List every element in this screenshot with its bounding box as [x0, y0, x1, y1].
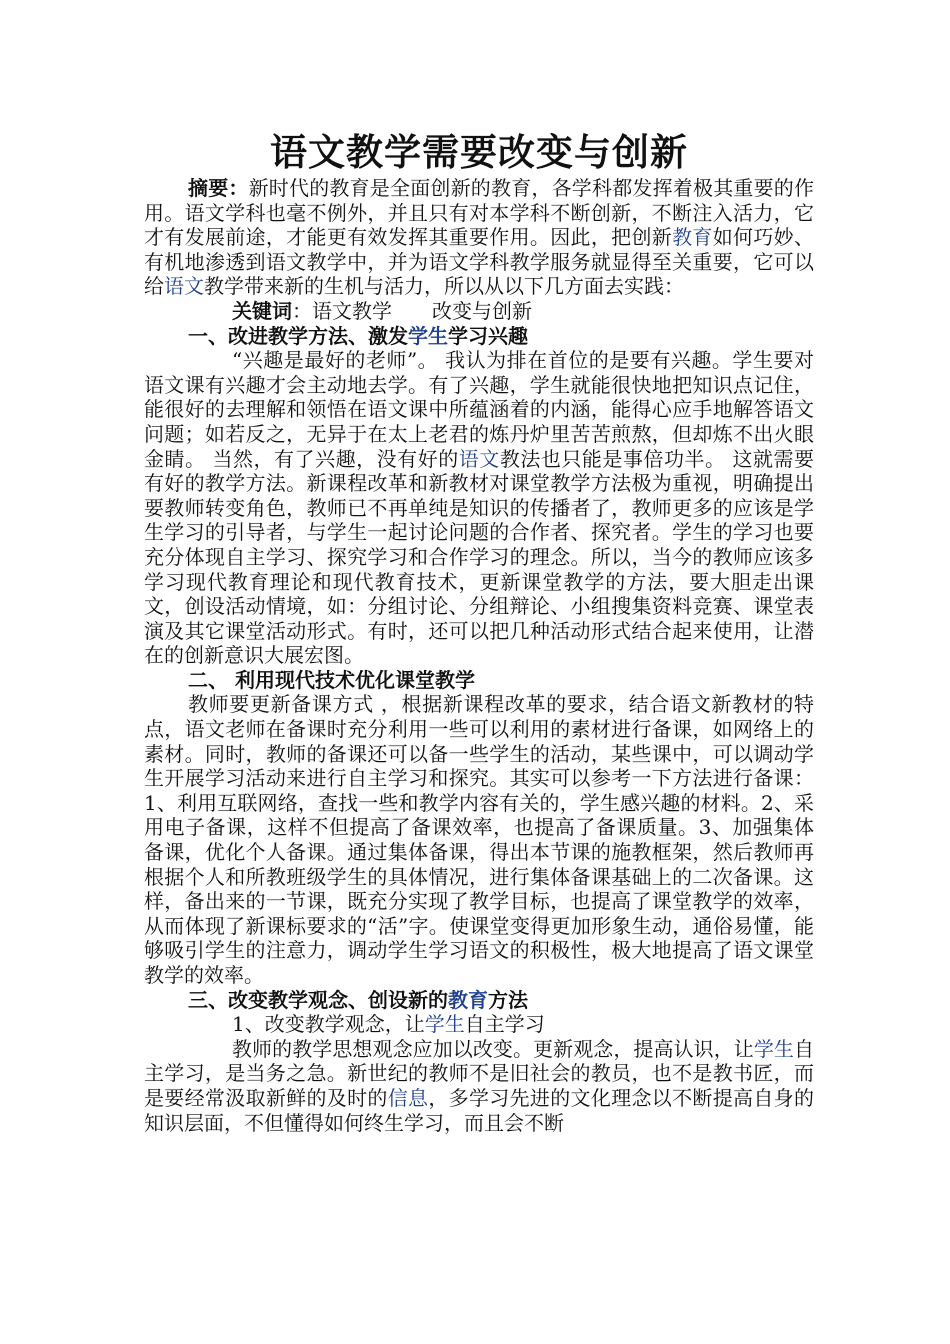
abstract-colon: ： — [228, 176, 249, 200]
section-3-text-b: 自主学习，是当务之急。新世纪的教师不是旧社会的教员，也不是教书匠，而是要经常汲取新鲜的及时的 — [144, 1036, 815, 1110]
section-3-subheading — [144, 1012, 814, 1037]
abstract-text-1: 新时代的教育是全面创新的教育，各学科都发挥着极其重要的作用。语文学科也毫不例外，并且只有对本学科不断创新，不断注入活力，它才有发展前途，才能更有效发挥其重要作用。因此，把创新 — [144, 176, 815, 250]
keyword-1: 语文教学 — [312, 298, 392, 323]
keywords-colon: ： — [292, 298, 312, 323]
link-education[interactable]: 教育 — [672, 225, 713, 250]
section-1-heading — [144, 324, 814, 349]
keyword-2: 改变与创新 — [432, 298, 532, 323]
section-1-heading-text-a: 一、改进教学方法、激发 — [188, 323, 408, 348]
section-3-heading-text-a: 三、改变教学观念、创设新的 — [188, 987, 448, 1012]
abstract-label: 摘要 — [188, 176, 229, 200]
link-student-3[interactable]: 学生 — [753, 1036, 795, 1061]
section-1-text-a: “兴趣是最好的老师”。 我认为排在首位的是要有兴趣。学生要对语文课有兴趣才会主动地去学。有了兴趣，学生就能很快地把知识点记住，能很好的去理解和领悟在语文课中所蕴涵着的内涵，能得心应手地解答语文问题；如若反之，无异于在太上老君的炼丹炉里苦苦煎熬，但却炼不出火眼金睛。 当然，有了兴趣，没有好的 — [144, 348, 814, 471]
section-3-text-c: ，多学习先进的文化理念以不断提高自身的知识层面，不但懂得如何终生学习，而且会不断 — [144, 1085, 814, 1135]
page-title: 语文教学需要改变与创新 — [270, 130, 688, 174]
link-student-2[interactable]: 学生 — [424, 1012, 465, 1037]
section-2-paragraph: 教师要更新备课方式 ，根据新课程改革的要求，结合语文新教材的特点，语文老师在备课时充分利用一些可以利用的素材进行备课，如网络上的素材。同时，教师的备课还可以备一些学生的活动，某些课中，可以调动学生开展学习活动来进行自主学习和探究。其实可以参考一下方法进行备课：1、利用互联网络，查找一些和教学内容有关的，学生感兴趣的材料。2、采用电子备课，这样不但提高了备课效率，也提高了备课质量。3、加强集体备课，优化个人备课。通过集体备课，得出本节课的施教框架，然后教师再根据个人和所教班级学生的具体情况，进行集体备课基础上的二次备课。这样，备出来的一节课，既充分实现了教学目标，也提高了课堂教学的效率，从而体现了新课标要求的“活”字。使课堂变得更加形象生动，通俗易懂，能够吸引学生的注意力，调动学生学习语文的积极性，极大地提高了语文课堂教学的效率。 — [144, 692, 814, 987]
abstract-text-3: 教学带来新的生机与活力，所以从以下几方面去实践： — [204, 274, 684, 299]
keywords-line — [144, 299, 814, 324]
link-chinese-2[interactable]: 语文 — [458, 446, 500, 471]
keywords-label: 关键词 — [232, 298, 292, 323]
section-1-paragraph — [144, 348, 814, 668]
section-1-heading-text-b: 学习兴趣 — [448, 323, 528, 348]
link-student[interactable]: 学生 — [408, 323, 448, 348]
section-3-heading — [144, 988, 814, 1013]
section-3-sub-text-b: 自主学习 — [464, 1012, 545, 1037]
section-1-text-b: 教法也只能是事倍功半。 这就需要有好的教学方法。新课程改革和新教材对课堂教学方法极为重视，明确提出要教师转变角色，教师已不再单纯是知识的传播者了，教师更多的应该是学生学习的引导者，与学生一起讨论问题的合作者、探究者。学生的学习也要充分体现自主学习、探究学习和合作学习的理念。所以，当今的教师应该多学习现代教育理论和现代教育技术，更新课堂教学的方法，要大胆走出课文，创设活动情境，如：分组讨论、分组辩论、小组搜集资料竞赛、课堂表演及其它课堂活动形式。有时，还可以把几种活动形式结合起来使用，让潜在的创新意识大展宏图。 — [144, 446, 815, 668]
section-3-heading-text-b: 方法 — [488, 987, 528, 1012]
abstract-text-2: 如何巧妙、有机地渗透到语文教学中，并为语文学科教学服务就显得至关重要，它可以给 — [144, 225, 814, 299]
link-information[interactable]: 信息 — [387, 1085, 429, 1110]
section-3-sub-text-a: 1、改变教学观念，让 — [232, 1012, 425, 1037]
abstract-paragraph — [144, 176, 814, 299]
section-2-heading: 二、 利用现代技术优化课堂教学 — [188, 667, 475, 692]
document-body — [144, 128, 814, 1135]
link-education-2[interactable]: 教育 — [448, 987, 488, 1012]
link-chinese[interactable]: 语文 — [164, 274, 204, 299]
section-3-paragraph — [144, 1037, 814, 1135]
section-3-text-a: 教师的教学思想观念应加以改变。更新观念，提高认识，让 — [232, 1036, 754, 1061]
